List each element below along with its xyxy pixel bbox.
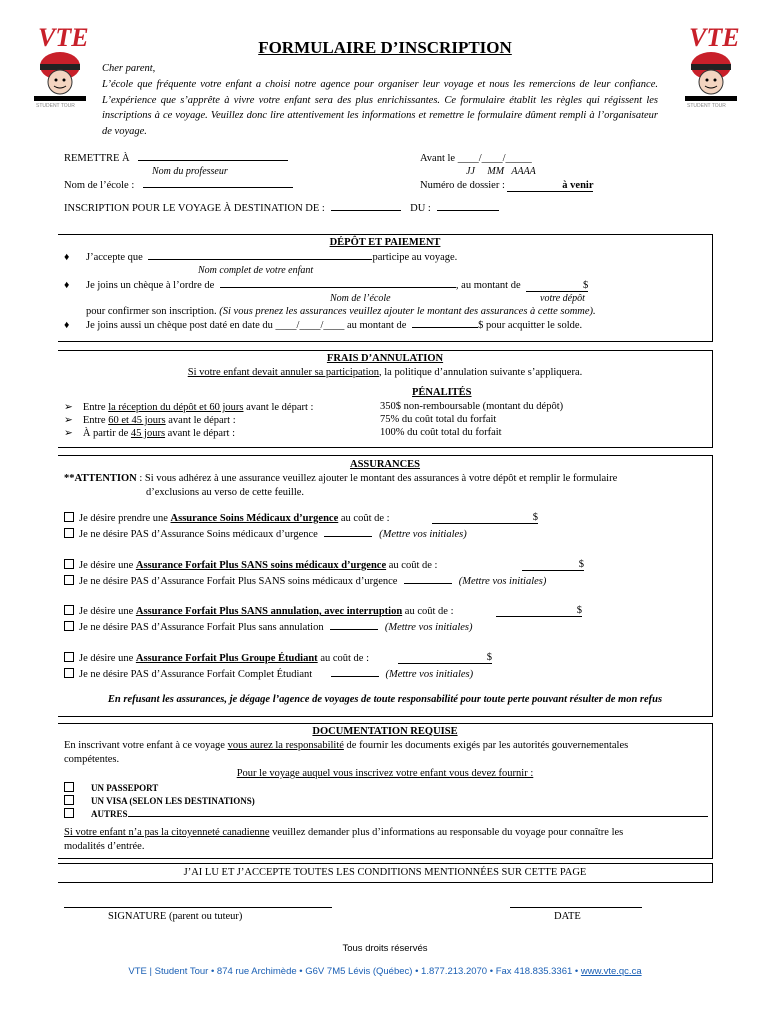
doc-item[interactable] (64, 808, 708, 819)
autres-field[interactable] (128, 816, 708, 817)
penalty-row-pre: À partir de (82, 428, 131, 439)
penalty-row (64, 427, 235, 439)
checkbox[interactable] (64, 575, 74, 585)
footer-website-link[interactable]: www.vte.qc.ca (580, 966, 642, 977)
insurance-yes-pre: Je désire une (79, 653, 136, 664)
insurance-no-label: Je ne désire PAS d’Assurance Forfait Plus sans annulation (79, 622, 324, 633)
child-name-field[interactable] (148, 259, 372, 260)
nom-ecole-field[interactable] (143, 187, 293, 188)
inscription-row (64, 203, 499, 214)
destination-field[interactable] (331, 210, 401, 211)
insurance-name: Assurance Forfait Plus Groupe Étudiant (135, 653, 318, 664)
insurance-cost-dollar: $ (398, 652, 492, 664)
initials-caption: (Mettre vos initiales) (384, 622, 473, 633)
attention-text: : Si vous adhérez à une assurance veuillez ajouter le montant des assurances à votre dépôt et remplir le formulaire (136, 473, 618, 484)
insurance-yes-post: au coût de : (338, 513, 390, 524)
dollar-sign: $ (583, 280, 589, 291)
footer-contact (0, 966, 770, 977)
insurance-no-option[interactable] (64, 668, 473, 680)
balance-amount-field[interactable] (412, 327, 478, 328)
penalty-value: 350$ non-remboursable (montant du dépôt) (380, 401, 564, 412)
depot-line2 (64, 280, 588, 292)
insurance-yes-pre: Je désire prendre une (79, 513, 171, 524)
checkbox[interactable] (64, 808, 74, 818)
insurance-yes-option[interactable] (64, 605, 454, 617)
child-name-caption: Nom complet de votre enfant (198, 265, 314, 276)
arrow-bullet-icon: ➢ (64, 415, 73, 426)
initials-caption: (Mettre vos initiales) (379, 529, 467, 540)
initials-field[interactable] (324, 536, 372, 537)
documentation-title: DOCUMENTATION REQUISE (312, 726, 458, 737)
annulation-subtitle-underlined: Si votre enfant devait annuler sa participation (187, 367, 380, 378)
checkbox[interactable] (64, 528, 74, 538)
penalty-value: 75% du coût total du forfait (380, 414, 497, 425)
attention-line2: d’exclusions au verso de cette feuille. (146, 487, 305, 498)
doc-item[interactable] (64, 795, 255, 806)
penalty-row (64, 401, 313, 413)
insurance-no-label: Je ne désire PAS d’Assurance Forfait Complet Étudiant (79, 669, 313, 680)
svg-text:STUDENT TOUR: STUDENT TOUR (36, 103, 75, 108)
insurance-cost-field[interactable] (432, 512, 538, 524)
insurance-yes-option[interactable] (64, 652, 369, 664)
nom-professeur-caption: Nom du professeur (152, 166, 228, 177)
nom-ecole-label: Nom de l’école : (64, 180, 135, 191)
school-caption: Nom de l’école (330, 293, 391, 304)
signature-line[interactable] (64, 907, 332, 908)
date-format: JJ MM AAAA (466, 166, 536, 177)
depot-line3 (86, 306, 596, 317)
checkbox[interactable] (64, 559, 74, 569)
du-field[interactable] (437, 210, 499, 211)
checkbox[interactable] (64, 782, 74, 792)
insurance-cost-field[interactable] (398, 652, 492, 664)
insurance-no-label: Je ne désire PAS d’Assurance Forfait Plus SANS soins médicaux d’urgence (79, 576, 398, 587)
rights-reserved: Tous droits réservés (342, 943, 428, 954)
deposit-caption: votre dépôt (540, 293, 585, 304)
numero-dossier-row (420, 180, 593, 192)
date-label: DATE (554, 911, 581, 922)
penalty-row-period: la réception du dépôt et 60 jours (108, 402, 244, 413)
documentation-p1-b: de fournir les documents exigés par les autorités gouvernementales (343, 740, 629, 751)
insurance-yes-post: au coût de : (402, 606, 454, 617)
depot-line1-end: participe au voyage. (372, 252, 458, 263)
depot-line2-label: Je joins un chèque à l’ordre de (85, 280, 215, 291)
depot-line3-text: pour confirmer son inscription. (86, 306, 217, 317)
doc-item-label: AUTRES (91, 809, 128, 819)
signature-label: SIGNATURE (parent ou tuteur) (108, 911, 243, 922)
numero-dossier-value: à venir (507, 180, 593, 192)
documentation-p1 (64, 740, 628, 751)
insurance-yes-post: au coût de : (317, 653, 370, 664)
arrow-bullet-icon: ➢ (64, 428, 73, 439)
refus-statement: En refusant les assurances, je dégage l’agence de voyages de toute responsabilité pour toute perte pouvant résulter de mon refus (107, 694, 663, 705)
documentation-p1-a: En inscrivant votre enfant à ce voyage (64, 740, 228, 751)
insurance-no-option[interactable] (64, 575, 546, 587)
documentation-p2-b: veuillez demander plus d’informations au responsable du voyage pour connaître les (269, 827, 624, 838)
insurance-name: Assurance Soins Médicaux d’urgence (170, 513, 339, 524)
initials-field[interactable] (404, 583, 452, 584)
penalty-row-post: avant le départ : (243, 402, 314, 413)
insurance-no-option[interactable] (64, 528, 467, 540)
intro-greeting: Cher parent, (102, 63, 156, 74)
penalites-title: PÉNALITÉS (412, 387, 472, 398)
doc-item-label: UN VISA (SELON LES DESTINATIONS) (91, 796, 255, 806)
diamond-bullet-icon: ♦ (64, 280, 70, 291)
date-line[interactable] (510, 907, 642, 908)
deposit-amount-field[interactable] (526, 280, 588, 292)
penalty-row-period: 45 jours (130, 428, 166, 439)
documentation-p2-end: modalités d’entrée. (64, 841, 145, 852)
insurance-yes-option[interactable] (64, 512, 390, 524)
depot-line3-note: (Si vous prenez les assurances veuillez ajouter le montant des assurances à cette somme). (219, 306, 596, 317)
insurance-cost-dollar: $ (496, 605, 582, 617)
insurance-cost-dollar: $ (432, 512, 538, 524)
annulation-subtitle-rest: , la politique d’annulation suivante s’appliquera. (379, 367, 583, 378)
annulation-title: FRAIS D’ANNULATION (326, 353, 444, 364)
penalty-row-post: avant le départ : (165, 415, 236, 426)
initials-field[interactable] (331, 676, 379, 677)
depot-line2-mid: , au montant de (455, 280, 521, 291)
penalty-value: 100% du coût total du forfait (380, 427, 502, 438)
accept-conditions: J’AI LU ET J’ACCEPTE TOUTES LES CONDITIONS MENTIONNÉES SUR CETTE PAGE (58, 863, 713, 883)
assurances-title: ASSURANCES (349, 459, 421, 470)
nom-ecole-row (64, 180, 293, 191)
checkbox[interactable] (64, 621, 74, 631)
insurance-cost-dollar: $ (522, 559, 584, 571)
svg-text:VTE: VTE (38, 23, 89, 52)
depot-line4 (64, 320, 582, 331)
inscription-label: INSCRIPTION POUR LE VOYAGE À DESTINATION DE : (64, 203, 325, 214)
insurance-cost-field[interactable] (522, 559, 584, 571)
documentation-p1-end: compétentes. (64, 754, 120, 765)
penalty-row-post: avant le départ : (165, 428, 236, 439)
insurance-name: Assurance Forfait Plus SANS soins médicaux d’urgence (135, 560, 387, 571)
remettre-field[interactable] (138, 160, 288, 161)
penalty-row-pre: Entre (82, 415, 109, 426)
insurance-yes-option[interactable] (64, 559, 437, 571)
annulation-subtitle (58, 367, 712, 378)
documentation-p2 (64, 827, 623, 838)
form-title: FORMULAIRE D’INSCRIPTION (258, 38, 512, 57)
documentation-pour: Pour le voyage auquel vous inscrivez votre enfant vous devez fournir : (236, 768, 534, 779)
insurance-name: Assurance Forfait Plus SANS annulation, avec interruption (135, 606, 403, 617)
penalty-row-pre: Entre (82, 402, 109, 413)
svg-text:VTE: VTE (689, 23, 740, 52)
initials-caption: (Mettre vos initiales) (458, 576, 547, 587)
vte-logo-right (681, 22, 741, 108)
checkbox[interactable] (64, 668, 74, 678)
avant-le[interactable]: Avant le ____/____/_____ (420, 153, 532, 164)
intro-body: L’école que fréquente votre enfant a choisi notre agence pour organiser leur voyage et nous les remercions de leur confiance. L’expérience que s’apprête à vivre votre enfant sera des plus enrichissantes. Ce formulaire établit les règles qui régissent les inscriptions à ce voyage. Veuillez donc lire attentivement les informations et remettre le formulaire dûment rempli à l’organisateur de voyage. (102, 79, 658, 137)
depot-line1-label: J’accepte que (85, 252, 143, 263)
insurance-no-label: Je ne désire PAS d’Assurance Soins médicaux d’urgence (79, 529, 318, 540)
doc-item[interactable] (64, 782, 158, 793)
documentation-p2-underlined: Si votre enfant n’a pas la citoyenneté canadienne (64, 827, 270, 838)
footer-text: VTE | Student Tour • 874 rue Archimède • G6V 7M5 Lévis (Québec) • 1.877.213.2070 • Fax 418.835.3361 • (128, 966, 581, 977)
insurance-no-option[interactable] (64, 621, 473, 633)
depot-title: DÉPÔT ET PAIEMENT (329, 237, 441, 248)
depot-line1 (64, 252, 457, 263)
depot-line4-label: Je joins aussi un chèque post daté en date du ____/____/____ au montant de (85, 320, 407, 331)
du-label: DU : (410, 203, 431, 214)
insurance-yes-pre: Je désire une (79, 560, 136, 571)
svg-text:STUDENT TOUR: STUDENT TOUR (687, 103, 726, 108)
numero-dossier-label: Numéro de dossier : (420, 180, 505, 191)
penalty-row (64, 414, 236, 426)
insurance-yes-pre: Je désire une (79, 606, 136, 617)
initials-field[interactable] (330, 629, 378, 630)
checkbox[interactable] (64, 795, 74, 805)
penalty-row-period: 60 et 45 jours (108, 415, 166, 426)
checkbox[interactable] (64, 652, 74, 662)
depot-line4-end: $ pour acquitter le solde. (478, 320, 583, 331)
checkbox[interactable] (64, 512, 74, 522)
arrow-bullet-icon: ➢ (64, 402, 73, 413)
insurance-cost-field[interactable] (496, 605, 582, 617)
documentation-p1-underlined: vous aurez la responsabilité (227, 740, 344, 751)
attention-line (64, 473, 617, 484)
remettre-label: REMETTRE À (64, 153, 130, 164)
remettre-row (64, 153, 288, 164)
doc-item-label: UN PASSEPORT (91, 783, 159, 793)
checkbox[interactable] (64, 605, 74, 615)
diamond-bullet-icon: ♦ (64, 320, 70, 331)
initials-caption: (Mettre vos initiales) (385, 669, 474, 680)
school-payee-field[interactable] (220, 287, 456, 288)
vte-logo-left (30, 22, 90, 108)
insurance-yes-post: au coût de : (386, 560, 438, 571)
diamond-bullet-icon: ♦ (64, 252, 70, 263)
attention-label: **ATTENTION (64, 473, 137, 484)
